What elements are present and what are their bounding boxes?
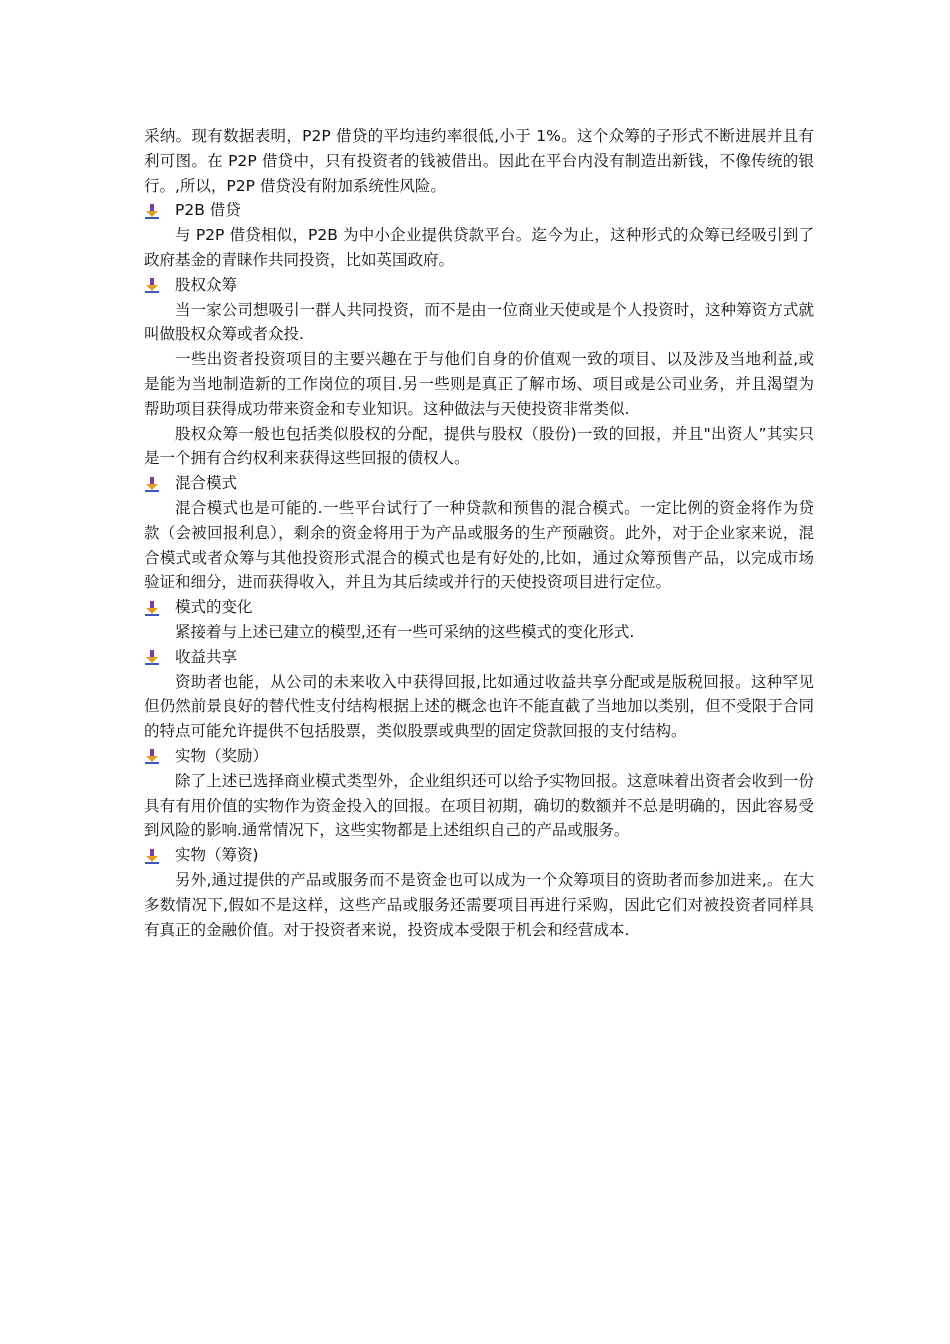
section-paragraph: 当一家公司想吸引一群人共同投资，而不是由一位商业天使或是个人投资时，这种筹资方式就叫做股权众筹或者众投. [144, 300, 814, 344]
section-heading-in-kind-reward [144, 744, 814, 769]
bullet-arrow-icon [144, 649, 160, 665]
document-page [144, 124, 814, 942]
section-heading-label: 实物（奖励） [175, 746, 269, 765]
section-heading-equity [144, 273, 814, 298]
intro-paragraph: 采纳。现有数据表明，P2P 借贷的平均违约率很低,小于 1%。这个众筹的子形式不断进展并且有利可图。在 P2P 借贷中，只有投资者的钱被借出。因此在平台内没有制造出新钱，不像传统的银行。,所以，P2P 借贷没有附加系统性风险。 [144, 127, 814, 195]
bullet-arrow-icon [144, 277, 160, 293]
bullet-arrow-icon [144, 203, 160, 219]
bullet-arrow-icon [144, 476, 160, 492]
section-paragraph: 混合模式也是可能的.一些平台试行了一种贷款和预售的混合模式。一定比例的资金将作为贷款（会被回报利息），剩余的资金将用于为产品或服务的生产预融资。此外，对于企业家来说，混合模式或者众筹与其他投资形式混合的模式也是有好处的,比如，通过众筹预售产品，以完成市场验证和细分，进而获得收入，并且为其后续或并行的天使投资项目进行定位。 [144, 498, 814, 592]
section-heading-p2b [144, 198, 814, 223]
section-heading-label: 混合模式 [175, 474, 238, 493]
section-heading-revenue-share [144, 645, 814, 670]
bullet-arrow-icon [144, 748, 160, 764]
section-heading-label: 模式的变化 [175, 598, 253, 617]
section-heading-label: 股权众筹 [175, 275, 238, 294]
section-paragraph: 紧接着与上述已建立的模型,还有一些可采纳的这些模式的变化形式. [175, 622, 635, 641]
section-paragraph: 一些出资者投资项目的主要兴趣在于与他们自身的价值观一致的项目、以及涉及当地利益,或是能为当地制造新的工作岗位的项目.另一些则是真正了解市场、项目或是公司业务，并且渴望为帮助项目获得成功带来资金和专业知识。这种做法与天使投资非常类似. [144, 350, 814, 418]
section-paragraph: 资助者也能，从公司的未来收入中获得回报,比如通过收益共享分配或是版税回报。这种罕见但仍然前景良好的替代性支付结构根据上述的概念也许不能直截了当地加以类别，但不受限于合同的特点可能允许提供不包括股票，类似股票或典型的固定贷款回报的支付结构。 [144, 672, 814, 741]
section-heading-label: 实物（筹资) [175, 846, 259, 865]
section-paragraph: 除了上述已选择商业模式类型外，企业组织还可以给予实物回报。这意味着出资者会收到一份具有有用价值的实物作为资金投入的回报。在项目初期，确切的数额并不总是明确的，因此容易受到风险的影响.通常情况下，这些实物都是上述组织自己的产品或服务。 [144, 771, 814, 840]
bullet-arrow-icon [144, 600, 160, 616]
section-heading-in-kind-funding [144, 843, 814, 868]
section-paragraph: 与 P2P 借贷相似，P2B 为中小企业提供贷款平台。迄今为止，这种形式的众筹已经吸引到了政府基金的青睐作共同投资，比如英国政府。 [144, 226, 814, 269]
bullet-arrow-icon [144, 848, 160, 864]
section-paragraph: 另外,通过提供的产品或服务而不是资金也可以成为一个众筹项目的资助者而参加进来,。在大多数情况下,假如不是这样，这些产品或服务还需要项目再进行采购，因此它们对被投资者同样具有真正的金融价值。对于投资者来说，投资成本受限于机会和经营成本. [144, 870, 814, 939]
section-heading-label: 收益共享 [175, 647, 238, 666]
section-heading-hybrid [144, 471, 814, 496]
section-heading-label: P2B 借贷 [175, 201, 241, 220]
section-heading-variations [144, 595, 814, 620]
section-paragraph: 股权众筹一般也包括类似股权的分配，提供与股权（股份)一致的回报，并且"出资人”其实只是一个拥有合约权利来获得这些回报的债权人。 [144, 424, 814, 468]
